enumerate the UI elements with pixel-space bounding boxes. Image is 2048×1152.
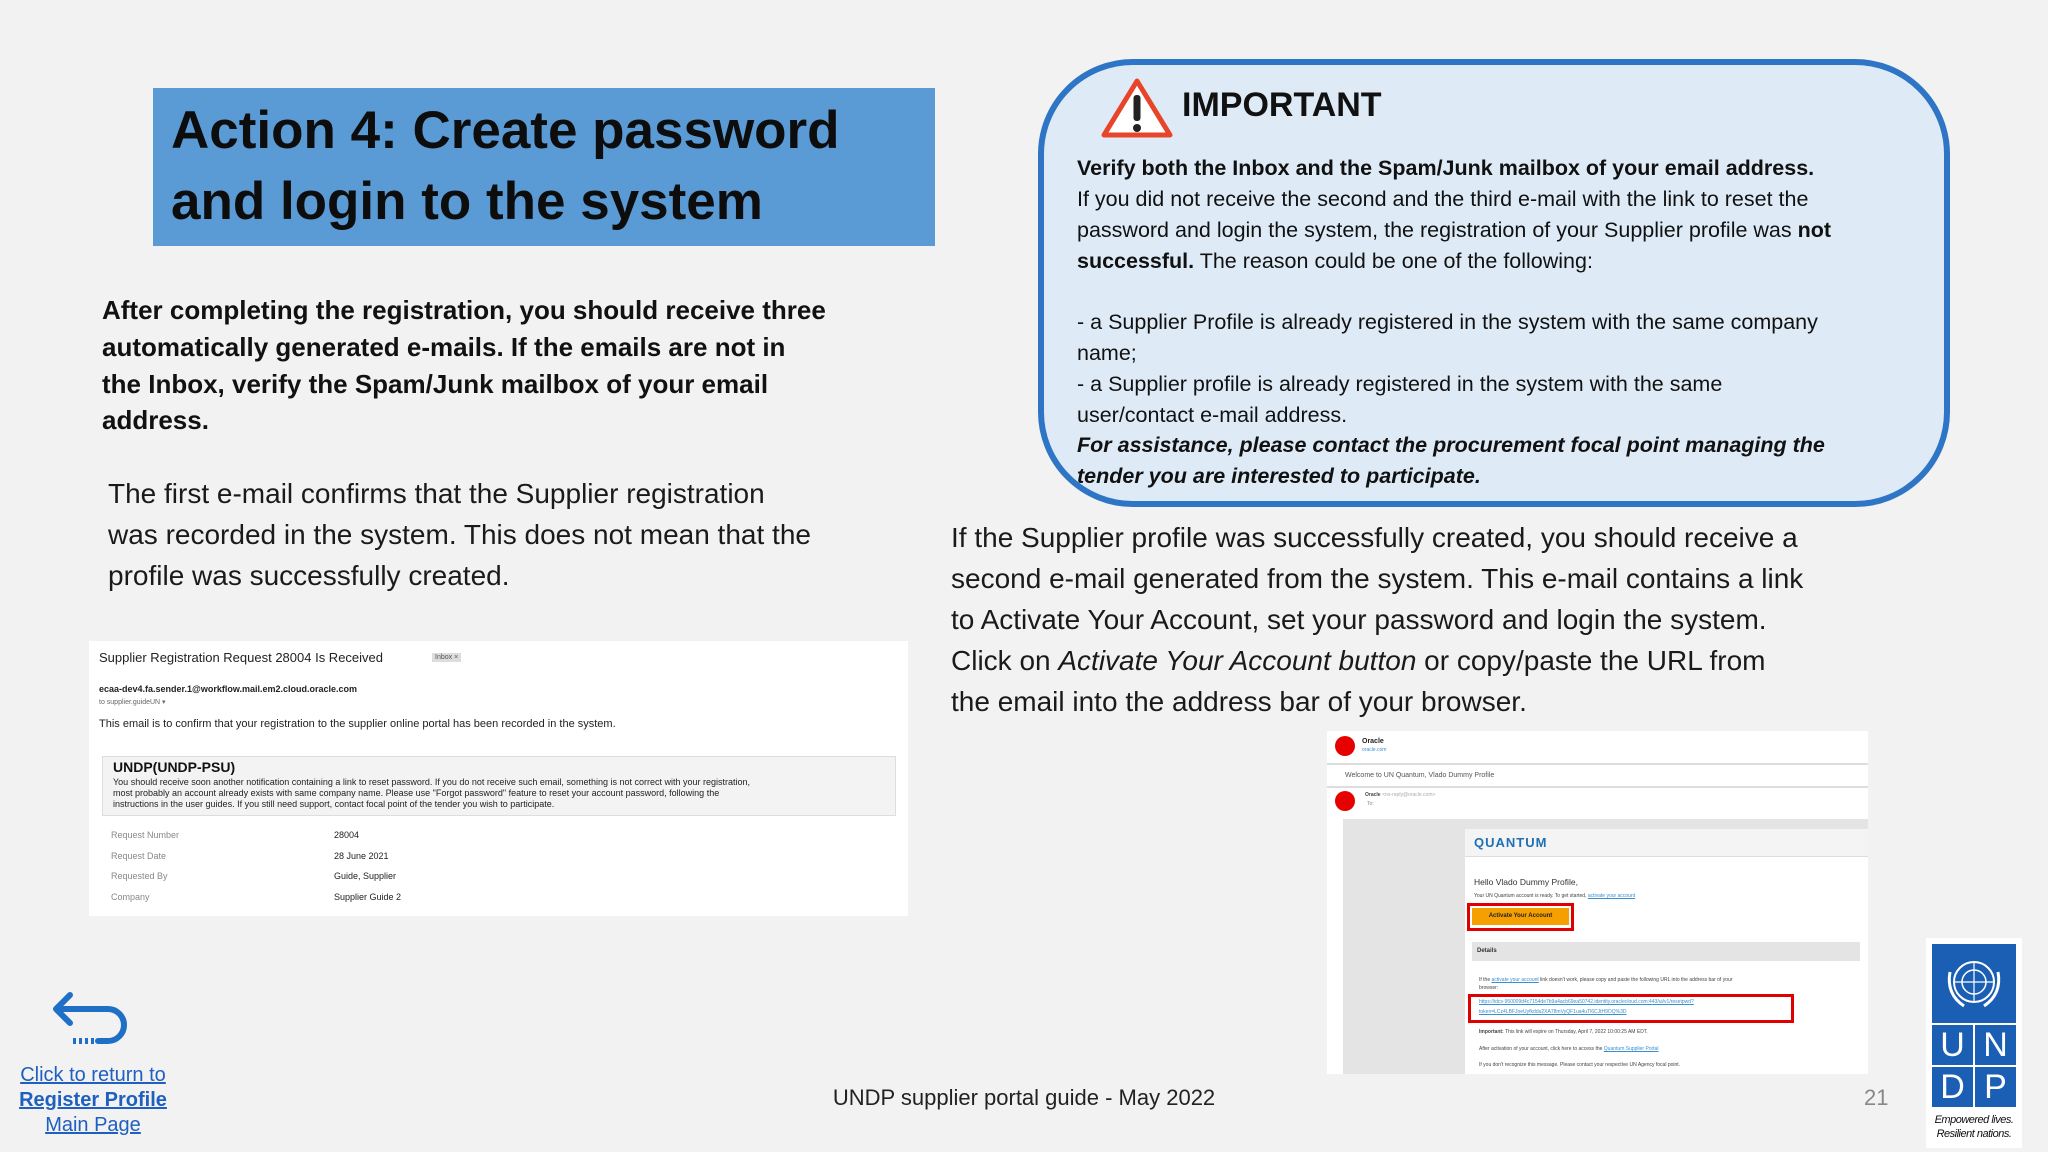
text: This link will expire on Thursday, April 7, 2022 10:00:25 AM EDT.: [1503, 1029, 1648, 1035]
important-line: user/contact e-mail address.: [1077, 403, 1348, 427]
important-text: The reason could be one of the following:: [1194, 249, 1593, 273]
important-line: [1077, 246, 1593, 277]
text: or copy/paste the URL from: [1416, 645, 1766, 676]
notice-line: most probably an account already exists with same company name. Please use "Forgot password" feature to reset your account password, following the: [113, 788, 720, 798]
slide-title-line1: Action 4: Create password: [171, 101, 840, 160]
from-address: <no-reply@oracle.com>: [1381, 792, 1436, 798]
expiry-line: [1479, 1029, 1648, 1035]
oracle-avatar: [1335, 791, 1355, 811]
email-subject: Supplier Registration Request 28004 Is Received: [99, 650, 384, 665]
logo-letter: N: [1975, 1025, 2016, 1065]
logo-tagline: Resilient nations.: [1936, 1128, 2012, 1140]
ready-line: [1474, 893, 1635, 899]
intro-line: address.: [102, 405, 209, 435]
sender-domain: oracle.com: [1362, 747, 1387, 753]
important-line: Verify both the Inbox and the Spam/Junk mailbox of your email address.: [1077, 156, 1815, 180]
email-body: This email is to confirm that your registration to the supplier online portal has been recorded in the system.: [99, 718, 616, 730]
oracle-avatar: [1335, 736, 1355, 756]
text-bold: Important:: [1479, 1029, 1504, 1035]
divider: [1327, 763, 1868, 765]
important-heading: IMPORTANT: [1182, 86, 1382, 124]
field-label: Request Number: [111, 830, 180, 840]
unrecognized-line: If you don't recognize this message. Please contact your respective UN Agency focal point.: [1479, 1062, 1681, 1068]
intro-line: the Inbox, verify the Spam/Junk mailbox of your email: [102, 369, 769, 399]
important-line: - a Supplier profile is already registered in the system with the same: [1077, 372, 1723, 396]
activate-link[interactable]: activate your account: [1587, 893, 1636, 899]
important-line: tender you are interested to participate.: [1077, 464, 1481, 488]
notice-title: UNDP(UNDP-PSU): [113, 759, 236, 775]
registration-email-screenshot: [89, 641, 908, 916]
paragraph-line: second e-mail generated from the system. This e-mail contains a link: [951, 563, 1804, 594]
important-text-bold: not: [1797, 218, 1832, 242]
email-content-panel: [1465, 829, 1868, 1074]
reset-url[interactable]: https://idcs-950009d4c7154de7b9a4acb69ea50742.identity.oraclecloud.com:443/ui/v1/resetpwd?: [1479, 999, 1694, 1005]
greeting: Hello Vlado Dummy Profile,: [1474, 877, 1578, 887]
email-subject: Welcome to UN Quantum, Vlado Dummy Profile: [1345, 772, 1495, 779]
paragraph-line: The first e-mail confirms that the Supplier registration: [108, 478, 765, 509]
field-label: Requested By: [111, 871, 168, 881]
intro-line: After completing the registration, you should receive three: [102, 295, 826, 325]
slide-title-box: [153, 88, 935, 246]
logo-letter: D: [1932, 1067, 1973, 1107]
from-name: Oracle: [1365, 792, 1381, 798]
portal-link[interactable]: Quantum Supplier Portal: [1603, 1046, 1659, 1052]
un-emblem-icon: [1932, 944, 2016, 1023]
return-link-line[interactable]: Click to return to: [20, 1064, 166, 1086]
important-callout: [1038, 59, 1950, 507]
fallback-text: [1479, 977, 1732, 983]
logo-letter: P: [1975, 1067, 2016, 1107]
page-number: 21: [1864, 1085, 1889, 1110]
return-link[interactable]: [0, 985, 186, 1135]
field-value: Guide, Supplier: [334, 871, 397, 881]
paragraph-line: the email into the address bar of your browser.: [951, 686, 1527, 717]
text: Your UN Quantum account is ready. To get started,: [1474, 893, 1588, 899]
important-line: - a Supplier Profile is already registered in the system with the same company: [1077, 310, 1818, 334]
activation-email-screenshot: [1327, 731, 1868, 1074]
paragraph-line: If the Supplier profile was successfully created, you should receive a: [951, 522, 1798, 553]
sender-name: Oracle: [1362, 738, 1384, 745]
slide-title-line2: and login to the system: [171, 172, 763, 231]
logo-tagline: Empowered lives.: [1934, 1114, 2014, 1126]
divider: [1327, 786, 1868, 788]
footer-text: UNDP supplier portal guide - May 2022: [832, 1085, 1216, 1110]
notice-line: You should receive soon another notification containing a link to reset password. If you do not receive such email, something is not correct with your registration,: [113, 777, 751, 787]
text: If the: [1479, 977, 1492, 983]
details-header: Details: [1472, 942, 1860, 961]
field-label: Request Date: [111, 851, 167, 861]
return-link-line[interactable]: Register Profile: [19, 1089, 167, 1111]
undp-logo: [1926, 938, 2022, 1148]
return-arrow-icon[interactable]: [50, 989, 130, 1045]
field-value: 28 June 2021: [334, 851, 389, 861]
to-line: To:: [1367, 801, 1374, 807]
activate-link[interactable]: activate your account: [1491, 977, 1539, 983]
important-line: If you did not receive the second and the third e-mail with the link to reset the: [1077, 187, 1809, 211]
text: link doesn't work, please copy and paste the following URL into the address bar of your: [1538, 977, 1733, 983]
paragraph-line: was recorded in the system. This does not mean that the: [108, 519, 811, 550]
return-link-line[interactable]: Main Page: [45, 1114, 141, 1136]
reset-url[interactable]: token=LCz4LBFJoeUyfkddu2XA78mVyQF1ua4uTl6CJtH9OQ%3D: [1479, 1009, 1627, 1015]
inbox-label: Inbox ×: [432, 653, 461, 662]
field-value: 28004: [334, 830, 360, 840]
text-italic: Activate Your Account button: [1058, 645, 1417, 676]
quantum-logo: QUANTUM: [1474, 835, 1548, 850]
intro-line: automatically generated e-mails. If the emails are not in: [102, 332, 786, 362]
text: Click on: [951, 645, 1059, 676]
portal-line: [1479, 1046, 1659, 1052]
logo-letter: U: [1932, 1025, 1973, 1065]
activate-account-button[interactable]: Activate Your Account: [1472, 908, 1569, 925]
paragraph-line: [951, 640, 1766, 681]
notice-box: [102, 756, 896, 816]
notice-line: instructions in the user guides. If you still need support, contact focal point of the tender you wish to participate.: [113, 799, 555, 809]
important-line: [1077, 215, 1831, 246]
email-sender: ecaa-dev4.fa.sender.1@workflow.mail.em2.cloud.oracle.com: [99, 684, 358, 694]
from-line: [1365, 792, 1435, 798]
un-emblem: [1932, 944, 2016, 1023]
paragraph-line: to Activate Your Account, set your password and login the system.: [951, 604, 1767, 635]
email-recipient: to supplier.guideUN ▾: [99, 699, 166, 706]
field-label: Company: [111, 892, 150, 902]
important-line: For assistance, please contact the procurement focal point managing the: [1077, 433, 1825, 457]
text: After activation of your account, click here to access the: [1479, 1046, 1604, 1052]
field-value: Supplier Guide 2: [334, 892, 402, 902]
important-text: password and login the system, the registration of your Supplier profile was: [1077, 218, 1798, 242]
important-line: name;: [1077, 341, 1137, 365]
paragraph-line: profile was successfully created.: [108, 560, 510, 591]
important-text-bold: successful.: [1077, 249, 1195, 273]
fallback-text: browser:: [1479, 985, 1499, 991]
warning-triangle-icon: [1100, 77, 1174, 139]
